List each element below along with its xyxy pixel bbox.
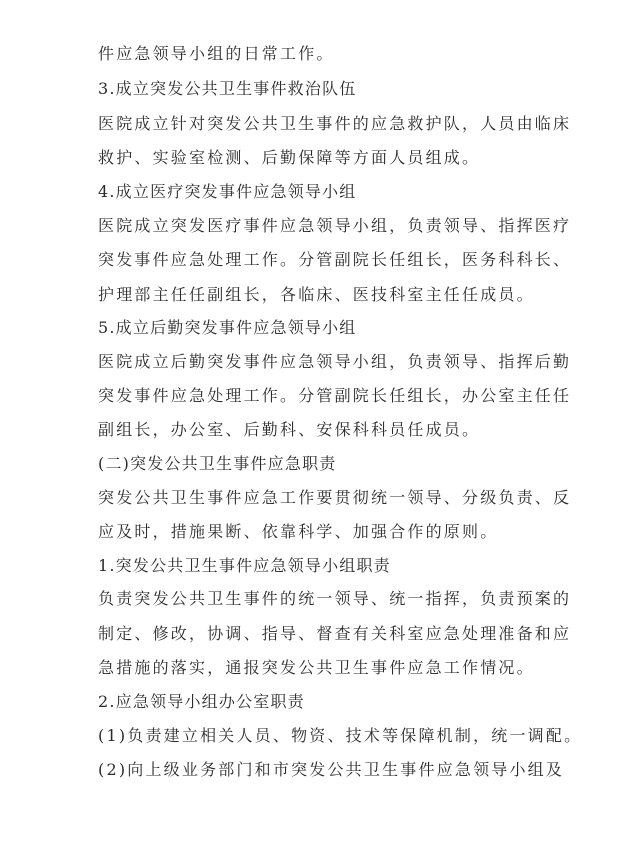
- section-heading: 1.突发公共卫生事件应急领导小组职责: [98, 556, 391, 575]
- section-heading: 4.成立医疗突发事件应急领导小组: [98, 182, 357, 201]
- text-line: 突发事件应急处理工作。分管副院长任组长，医务科科长、: [98, 250, 572, 269]
- text-line: 护理部主任任副组长，各临床、医技科室主任任成员。: [98, 285, 535, 304]
- text-line: 负责突发公共卫生事件的统一领导、统一指挥，负责预案的: [98, 589, 572, 608]
- text-line: 医院成立后勤突发事件应急领导小组，负责领导、指挥后勤: [98, 352, 572, 371]
- section-heading: 5.成立后勤突发事件应急领导小组: [98, 318, 357, 337]
- text-line: 急措施的落实，通报突发公共卫生事件应急工作情况。: [98, 658, 535, 677]
- text-line: 副组长，办公室、后勤科、安保科科员任成员。: [98, 420, 481, 439]
- text-line: 医院成立突发医疗事件应急领导小组，负责领导、指挥医疗: [98, 216, 572, 235]
- text-line: 应及时，措施果断、依靠科学、加强合作的原则。: [98, 522, 499, 541]
- section-heading: 3.成立突发公共卫生事件救治队伍: [98, 79, 357, 98]
- text-line: 医院成立针对突发公共卫生事件的应急救护队，人员由临床: [98, 114, 572, 133]
- text-line: (1)负责建立相关人员、物资、技术等保障机制，统一调配。: [98, 726, 583, 745]
- text-line: 件应急领导小组的日常工作。: [98, 44, 335, 63]
- section-heading: (二)突发公共卫生事件应急职责: [98, 454, 337, 473]
- section-heading: 2.应急领导小组办公室职责: [98, 692, 305, 711]
- text-line: 突发事件应急处理工作。分管副院长任组长，办公室主任任: [98, 386, 572, 405]
- text-line: 制定、修改，协调、指导、督查有关科室应急处理准备和应: [98, 624, 572, 643]
- text-line: (2)向上级业务部门和市突发公共卫生事件应急领导小组及: [98, 760, 565, 779]
- text-line: 突发公共卫生事件应急工作要贯彻统一领导、分级负责、反: [98, 488, 572, 507]
- text-line: 救护、实验室检测、后勤保障等方面人员组成。: [98, 148, 481, 167]
